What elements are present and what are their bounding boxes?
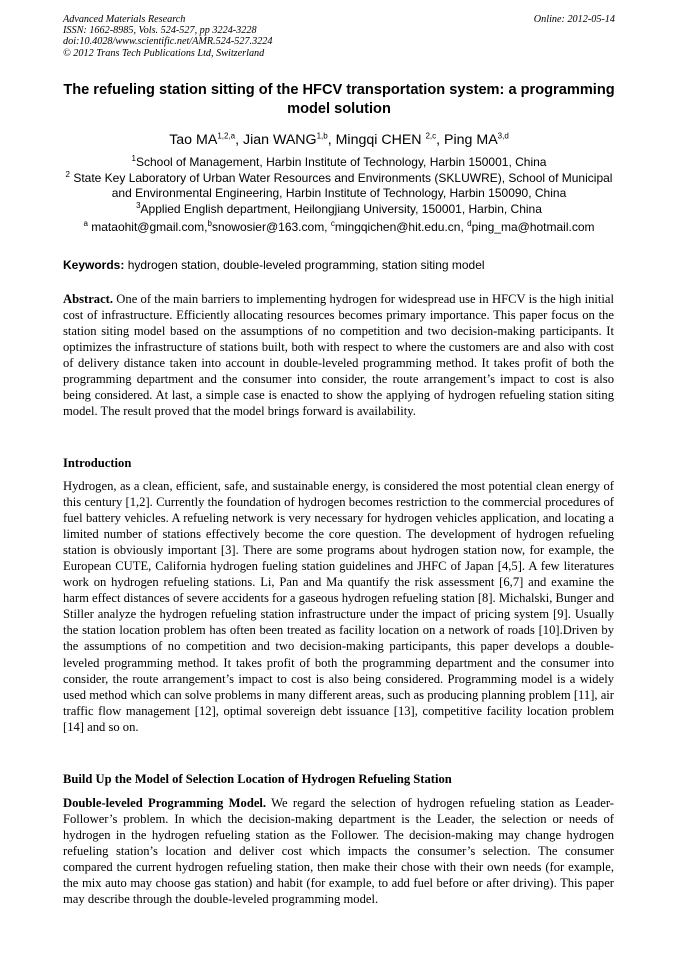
email-d-link[interactable]: ping_ma@hotmail.com — [471, 220, 595, 234]
introduction-text: Hydrogen, as a clean, efficient, safe, and sustainable energy, is considered the most potential clean energy of this century [1,2]. Currently the foundation of hydrogen becomes restriction to the commercial procedures of fuel battery vehicles. A refueling network is very necessary for hydrogen vehicles application, and locating a limited number of stations effectively become the core question. The development of hydrogen refueling station is obviously important [3]. There are some programs about hydrogen station now, for example, the European CUTE, California hydrogen fueling station guidelines and JHFC of Japan [4,5]. A few literatures work on hydrogen refueling stations. Li, Pan and Ma quantify the risk assessment [6,7] and examine the harm effect distances of severe accidents for a gaseous hydrogen refueling station [8]. Michalski, Bunger and Stiller analyze the hydrogen refueling station infrastructure under the impact of pricing system [9]. Usually the station location problem has often been treated as facility location on a network of roads [10].Driven by the assumptions of no competition and two decision-making participants, this paper develops a double-leveled programming method. It takes profit of both the programming department and the consumer into consider, the route arrangement’s impact to cost is also being considered. Programming model is a widely used method which can solve problems in many different areas, such as producing planning problem [11], air traffic flow management [12], optimal sovereign debt issuance [13], competitive facility location problem [14] and so on. — [63, 479, 614, 734]
email-c-link[interactable]: mingqichen@hit.edu.cn, — [334, 220, 464, 234]
abstract — [63, 291, 614, 419]
double-leveled-paragraph — [63, 795, 614, 907]
issn-line: ISSN: 1662-8985, Vols. 524-527, pp 3224-3228 — [63, 25, 257, 37]
keywords — [63, 258, 615, 273]
abstract-label: Abstract. — [63, 292, 114, 306]
email-a-link[interactable]: mataohit@gmail.com, — [91, 220, 208, 234]
paragraph-lead: Double-leveled Programming Model. — [63, 796, 267, 810]
affiliation-3: $^3$Applied English department, Heilongjiang University, 150001, Harbin, China — [136, 200, 542, 216]
author-4: Ping MA$^{3,d}$ — [444, 131, 509, 148]
affiliation-2: $^2$ State Key Laboratory of Urban Water Resources and Environments (SKLUWRE), School of Municipal and Environmental Engineering, Harbin Institute of Technology, Harbin 150090, China — [65, 169, 613, 200]
author-3: Mingqi CHEN $^{2,c}$ — [335, 131, 437, 148]
author-list: Tao MA$^{1,2,a}$, Jian WANG$^{1,b}$, Mingqi CHEN $^{2,c}$, Ping MA$^{3,d}$ — [169, 131, 509, 148]
journal-header — [63, 14, 272, 59]
online-date: Online: 2012-05-14 — [533, 14, 615, 25]
introduction-heading: Introduction — [63, 456, 132, 470]
paper-title: The refueling station sitting of the HFCV transportation system: a programming model solution — [63, 82, 615, 117]
section-heading-model: Build Up the Model of Selection Location of Hydrogen Refueling Station — [63, 772, 452, 786]
copyright-line: © 2012 Trans Tech Publications Ltd, Switzerland — [63, 47, 265, 59]
affiliations — [63, 155, 615, 217]
keywords-label: Keywords: — [63, 258, 125, 272]
author-2: Jian WANG$^{1,b}$ — [243, 131, 328, 148]
doi-line: doi:10.4028/www.scientific.net/AMR.524-527.3224 — [63, 36, 273, 48]
paragraph-text: We regard the selection of hydrogen refueling station as Leader-Follower’s problem. In which the decision-making department is the Leader, the selection or needs of hydrogen in the hydrogen refueling station as the Follower. The decision-making may change hydrogen refueling station’s location and deliver cost which impacts the consumer’s selection. The consumer compared the current hydrogen refueling station, then make their chose with their own needs (for example, the mix auto may choose gas station) and habit (for example, to add fuel before or after driving). This paper may describe through the double-leveled programming model. — [63, 796, 614, 907]
author-1: Tao MA$^{1,2,a}$ — [169, 131, 236, 148]
email-b-link[interactable]: snowosier@163.com, — [211, 220, 328, 234]
abstract-text: One of the main barriers to implementing hydrogen for widespread use in HFCV is the high initial cost of infrastructure. Efficiently allocating resources becomes primary importance. This paper focus on the station siting model based on the assumptions of no competition and two decision-making participants. It optimizes the infrastructure of stations built, both with respect to where the customers are and also with cost of delivery distance taken into account in double-leveled programming method. It takes profit of both the programming department and the consumer into consider, the route arrangement’s impact to cost is also being considered. At last, a simple case is enacted to show the applying of hydrogen refueling station siting model. The result proved that the model brings forward is availability. — [63, 292, 614, 419]
email-list: $^a$ mataohit@gmail.com,$^b$snowosier@163.com, $^c$mingqichen@hit.edu.cn, $^d$ping_ma@hotmail.com — [83, 219, 595, 234]
affiliation-1: $^1$School of Management, Harbin Institute of Technology, Harbin 150001, China — [131, 154, 547, 169]
journal-name: Advanced Materials Research — [63, 14, 186, 25]
keywords-text: hydrogen station, double-leveled programming, station siting model — [127, 258, 485, 272]
